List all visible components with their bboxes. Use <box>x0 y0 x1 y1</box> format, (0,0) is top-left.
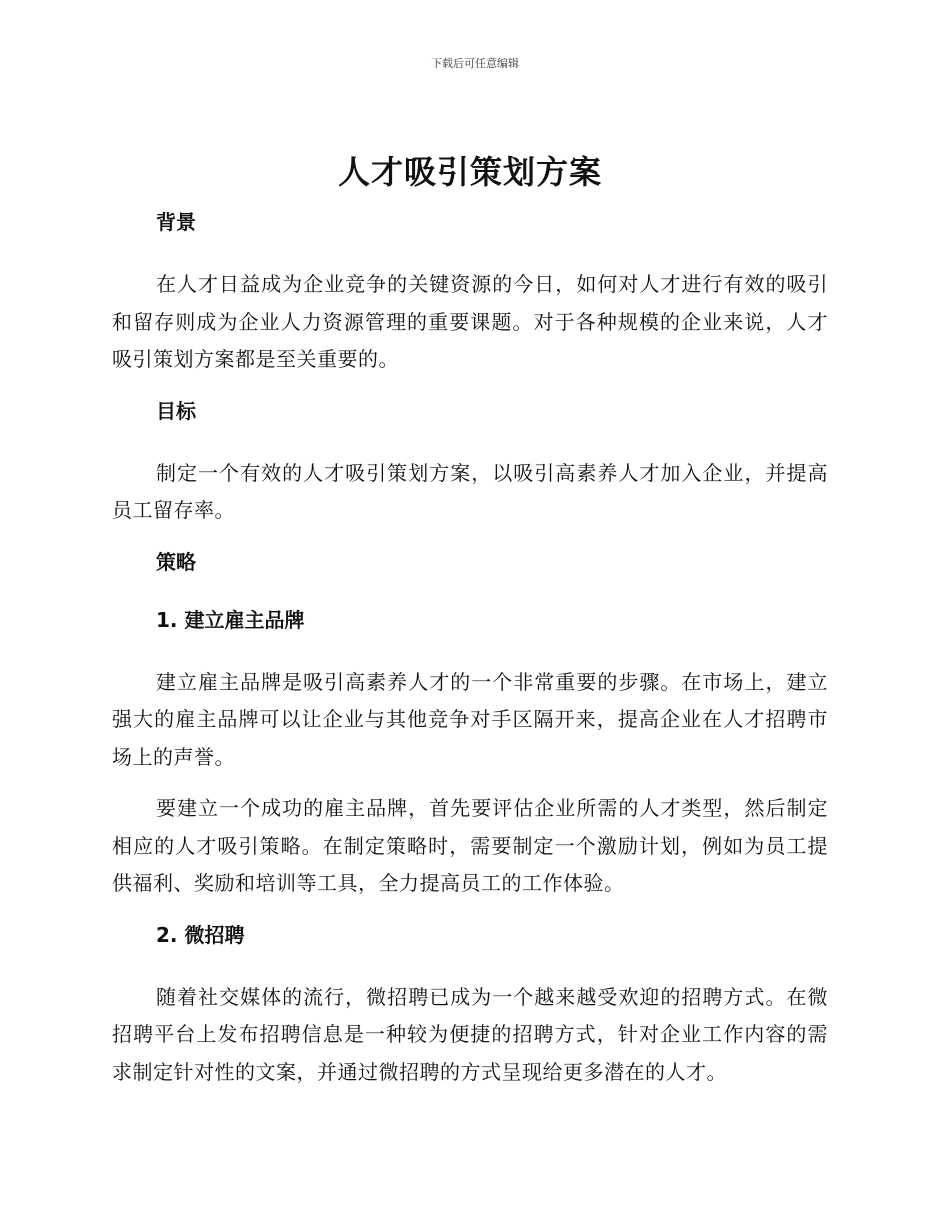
paragraph-employer-brand-2: 要建立一个成功的雇主品牌，首先要评估企业所需的人才类型，然后制定相应的人才吸引策略。在制定策略时，需要制定一个激励计划，例如为员工提供福利、奖励和培训等工具，全力提高员工的工作体验。 <box>112 796 828 895</box>
subheading-employer-brand: 1. 建立雇主品牌 <box>156 607 305 632</box>
paragraph-micro-recruiting: 随着社交媒体的流行，微招聘已成为一个越来越受欢迎的招聘方式。在微招聘平台上发布招聘信息是一种较为便捷的招聘方式，针对企业工作内容的需求制定针对性的文案，并通过微招聘的方式呈现给更多潜在的人才。 <box>112 984 828 1084</box>
section-heading-strategy: 策略 <box>156 549 196 574</box>
document-title: 人才吸引策划方案 <box>337 153 602 191</box>
section-heading-background: 背景 <box>156 210 196 234</box>
paragraph-background: 在人才日益成为企业竞争的关键资源的今日，如何对人才进行有效的吸引和留存则成为企业人力资源管理的重要课题。对于各种规模的企业来说，人才吸引策划方案都是至关重要的。 <box>112 272 828 371</box>
subheading-micro-recruiting: 2. 微招聘 <box>156 922 245 947</box>
paragraph-goal: 制定一个有效的人才吸引策划方案，以吸引高素养人才加入企业，并提高员工留存率。 <box>112 460 828 522</box>
header-note: 下载后可任意编辑 <box>431 57 519 70</box>
section-heading-goal: 目标 <box>156 398 196 423</box>
paragraph-employer-brand-1: 建立雇主品牌是吸引高素养人才的一个非常重要的步骤。在市场上，建立强大的雇主品牌可以让企业与其他竞争对手区隔开来，提高企业在人才招聘市场上的声誉。 <box>112 669 828 769</box>
document-body <box>112 150 828 1105</box>
